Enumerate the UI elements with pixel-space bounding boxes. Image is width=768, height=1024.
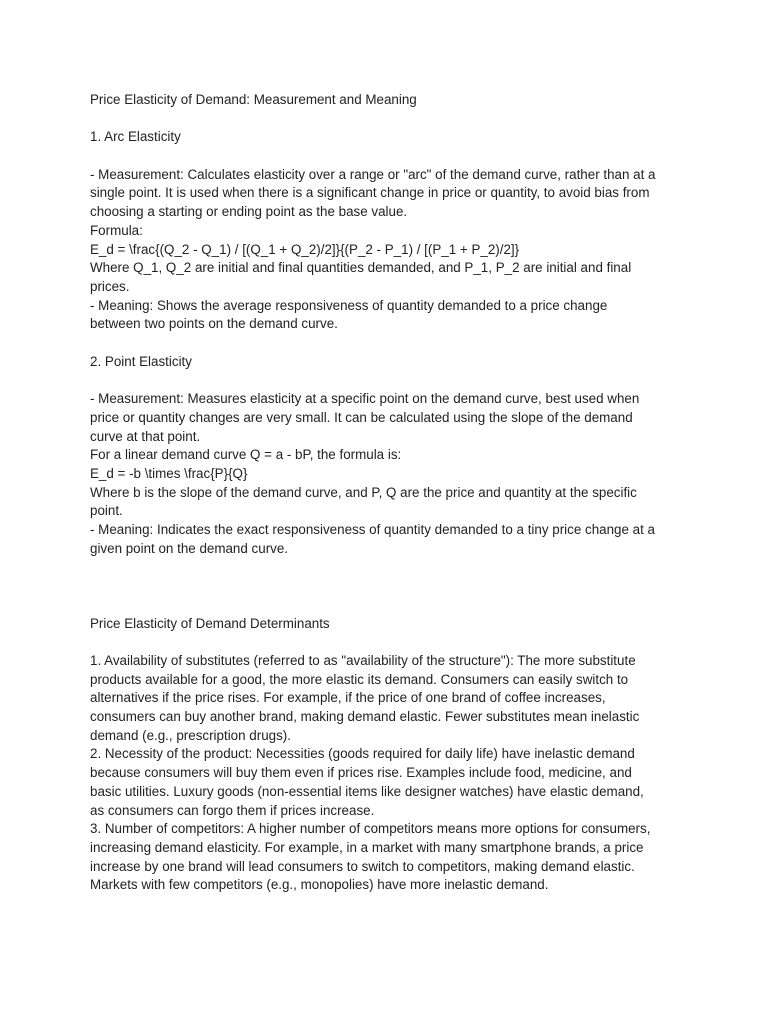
paragraph-line: point.: [90, 503, 123, 519]
paragraph-line: between two points on the demand curve.: [90, 316, 338, 332]
paragraph-line: price or quantity changes are very small. It can be calculated using the slope of the demand: [90, 409, 633, 425]
paragraph-line: - Meaning: Shows the average responsiveness of quantity demanded to a price change: [90, 297, 608, 313]
paragraph-line: demand (e.g., prescription drugs).: [90, 727, 291, 743]
paragraph-line: increasing demand elasticity. For example, in a market with many smartphone brands, a price: [90, 839, 644, 855]
determinants-body: [90, 652, 690, 895]
point-elasticity-body: [90, 390, 690, 558]
section-title: Price Elasticity of Demand Determinants: [90, 615, 330, 631]
paragraph-line: as consumers can forgo them if prices increase.: [90, 802, 375, 818]
paragraph-line: Where Q_1, Q_2 are initial and final quantities demanded, and P_1, P_2 are initial and final: [90, 260, 632, 276]
paragraph-line: consumers can buy another brand, making demand elastic. Fewer substitutes mean inelastic: [90, 709, 640, 725]
paragraph-line: given point on the demand curve.: [90, 540, 289, 556]
paragraph-line: 3. Number of competitors: A higher number of competitors means more options for consumers,: [90, 821, 651, 837]
paragraph-line: For a linear demand curve Q = a - bP, the formula is:: [90, 447, 402, 463]
arc-elasticity-heading: 1. Arc Elasticity: [90, 129, 181, 145]
paragraph-line: - Measurement: Calculates elasticity over a range or "arc" of the demand curve, rather than at a: [90, 166, 656, 182]
paragraph-line: choosing a starting or ending point as the base value.: [90, 204, 408, 220]
paragraph-line: curve at that point.: [90, 428, 201, 444]
document-page: [90, 91, 690, 895]
point-elasticity-heading: 2. Point Elasticity: [90, 353, 192, 369]
paragraph-line: Where b is the slope of the demand curve, and P, Q are the price and quantity at the specific: [90, 484, 637, 500]
paragraph-line: - Measurement: Measures elasticity at a specific point on the demand curve, best used when: [90, 391, 640, 407]
paragraph-line: increase by one brand will lead consumers to switch to competitors, making demand elastic.: [90, 858, 635, 874]
paragraph-line: 2. Necessity of the product: Necessities (goods required for daily life) have inelastic demand: [90, 746, 635, 762]
formula-line: E_d = \frac{(Q_2 - Q_1) / [(Q_1 + Q_2)/2]}{(P_2 - P_1) / [(P_1 + P_2)/2]}: [90, 241, 520, 257]
formula-line: E_d = -b \times \frac{P}{Q}: [90, 466, 248, 481]
paragraph-line: Markets with few competitors (e.g., monopolies) have more inelastic demand.: [90, 877, 549, 893]
paragraph-line: - Meaning: Indicates the exact responsiveness of quantity demanded to a tiny price change at a: [90, 522, 655, 538]
paragraph-line: because consumers will buy them even if prices rise. Examples include food, medicine, and: [90, 765, 632, 781]
paragraph-line: prices.: [90, 279, 130, 294]
arc-elasticity-body: [90, 166, 690, 334]
paragraph-line: Formula:: [90, 222, 143, 238]
paragraph-line: basic utilities. Luxury goods (non-essential items like designer watches) have elastic demand,: [90, 783, 644, 799]
paragraph-line: alternatives if the price rises. For example, if the price of one brand of coffee increases,: [90, 690, 606, 706]
section-title: Price Elasticity of Demand: Measurement and Meaning: [90, 92, 417, 107]
paragraph-line: 1. Availability of substitutes (referred to as "availability of the structure"): The more substitute: [90, 652, 636, 668]
paragraph-line: products available for a good, the more elastic its demand. Consumers can easily switch to: [90, 671, 629, 687]
paragraph-line: single point. It is used when there is a significant change in price or quantity, to avoid bias from: [90, 185, 650, 201]
